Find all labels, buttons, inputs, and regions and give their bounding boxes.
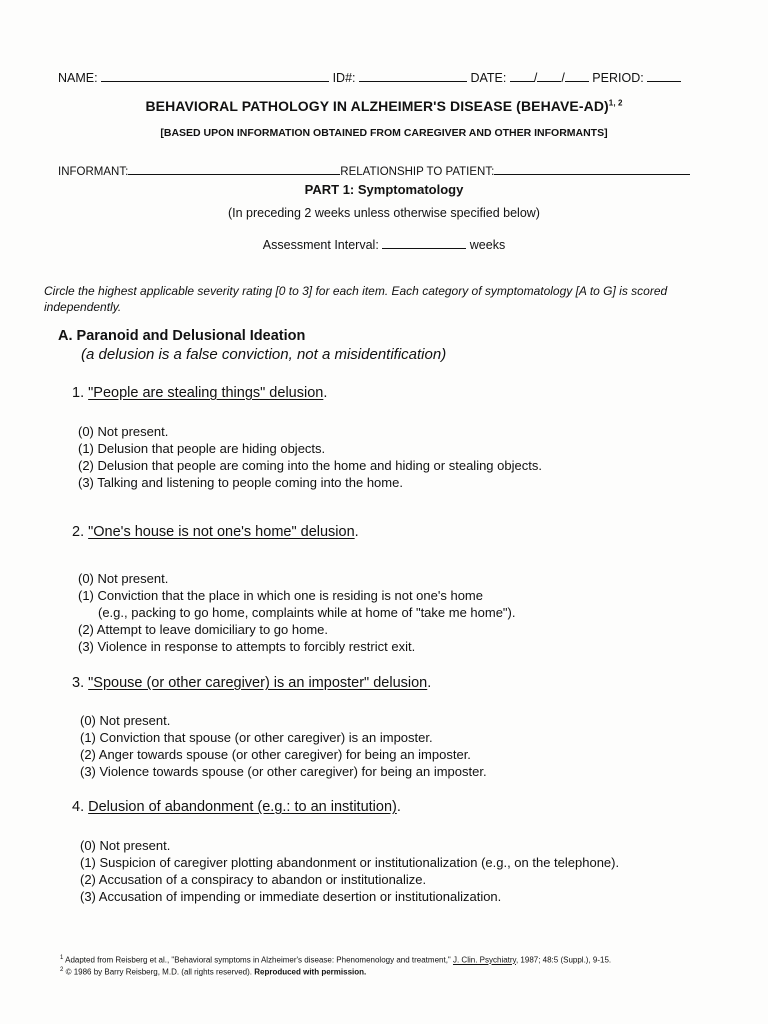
severity-option-0[interactable]: (0) Not present.	[80, 713, 171, 728]
severity-option-1-example: (e.g., packing to go home, complaints while at home of "take me home").	[98, 605, 516, 620]
item-3-options	[80, 712, 487, 780]
part-note: (In preceding 2 weeks unless otherwise specified below)	[228, 206, 540, 220]
name-field[interactable]	[101, 69, 329, 82]
section-a-subtitle: (a delusion is a false conviction, not a misidentification)	[81, 346, 447, 363]
relationship-field[interactable]	[494, 162, 690, 175]
severity-option-2[interactable]: (2) Accusation of a conspiracy to abandon or institutionalize.	[80, 872, 427, 887]
item-title-period: .	[427, 675, 432, 691]
footnote-1	[60, 955, 611, 965]
footnote-1-text: Adapted from Reisberg et al., "Behavioral symptoms in Alzheimer's disease: Phenomenology and treatment,"	[65, 955, 451, 965]
footnote-2-permission: Reproduced with permission.	[254, 967, 367, 977]
period-field[interactable]	[647, 69, 681, 82]
item-title-text: "One's house is not one's home" delusion	[88, 524, 355, 540]
item-2-title	[72, 524, 359, 540]
severity-option-0[interactable]: (0) Not present.	[78, 424, 169, 439]
severity-option-1[interactable]: (1) Conviction that the place in which one is residing is not one's home	[78, 588, 483, 603]
id-label: ID#:	[332, 71, 356, 85]
footnote-2	[60, 967, 366, 977]
relationship-label: RELATIONSHIP TO PATIENT:	[340, 166, 495, 178]
assessment-interval-field[interactable]	[382, 236, 466, 249]
severity-option-0[interactable]: (0) Not present.	[78, 571, 169, 586]
date-month-field[interactable]	[510, 69, 534, 82]
footnote-2-text: © 1986 by Barry Reisberg, M.D. (all rights reserved).	[65, 967, 252, 977]
informant-field[interactable]	[128, 162, 340, 175]
date-separator: /	[561, 71, 565, 85]
header-row	[58, 69, 681, 85]
severity-option-2[interactable]: (2) Attempt to leave domiciliary to go home.	[78, 622, 329, 637]
severity-option-3[interactable]: (3) Talking and listening to people coming into the home.	[78, 475, 403, 490]
date-year-field[interactable]	[565, 69, 589, 82]
item-title-text: "Spouse (or other caregiver) is an imposter" delusion	[88, 675, 428, 691]
assessment-interval-row	[0, 236, 768, 252]
part-title: PART 1: Symptomatology	[304, 182, 464, 197]
item-number: 2.	[72, 524, 85, 540]
item-number: 1.	[72, 385, 85, 401]
severity-option-2[interactable]: (2) Delusion that people are coming into the home and hiding or stealing objects.	[78, 458, 542, 473]
assessment-interval-label: Assessment Interval:	[262, 238, 379, 252]
name-label: NAME:	[58, 71, 98, 85]
item-title-period: .	[396, 799, 401, 815]
date-separator: /	[533, 71, 538, 85]
footnote-1-journal: J. Clin. Psychiatry	[452, 955, 516, 965]
item-1-options	[78, 423, 542, 491]
severity-option-3[interactable]: (3) Violence in response to attempts to forcibly restrict exit.	[78, 639, 416, 654]
item-3-title	[72, 675, 431, 691]
footnote-1-citation: , 1987; 48:5 (Suppl.), 9-15.	[515, 955, 612, 965]
severity-option-1[interactable]: (1) Suspicion of caregiver plotting abandonment or institutionalization (e.g., on the telephone).	[80, 855, 620, 870]
severity-option-0[interactable]: (0) Not present.	[80, 838, 171, 853]
title-footnote-marks: 1, 2	[608, 98, 623, 108]
date-label: DATE:	[470, 71, 507, 85]
item-title-text: "People are stealing things" delusion	[88, 385, 324, 401]
date-day-field[interactable]	[537, 69, 561, 82]
id-field[interactable]	[359, 69, 467, 82]
item-1-title	[72, 385, 327, 401]
item-title-text: Delusion of abandonment (e.g.: to an institution)	[88, 799, 397, 815]
severity-option-3[interactable]: (3) Violence towards spouse (or other caregiver) for being an imposter.	[80, 764, 487, 779]
assessment-interval-unit: weeks	[469, 238, 506, 252]
item-number: 4.	[72, 799, 85, 815]
item-title-period: .	[323, 385, 328, 401]
severity-option-3[interactable]: (3) Accusation of impending or immediate desertion or institutionalization.	[80, 889, 502, 904]
item-title-period: .	[354, 524, 359, 540]
section-a-title: A. Paranoid and Delusional Ideation	[58, 328, 306, 344]
item-4-title	[72, 799, 401, 815]
footnote-1-mark: 1	[60, 955, 64, 961]
severity-option-1[interactable]: (1) Delusion that people are hiding objects.	[78, 441, 326, 456]
severity-option-1[interactable]: (1) Conviction that spouse (or other caregiver) is an imposter.	[80, 730, 433, 745]
item-number: 3.	[72, 675, 85, 691]
informant-label: INFORMANT:	[58, 166, 129, 178]
item-2-options	[78, 570, 516, 655]
period-label: PERIOD:	[592, 71, 644, 85]
form-title	[0, 98, 768, 114]
informant-row	[58, 162, 690, 178]
form-title-text: BEHAVIORAL PATHOLOGY IN ALZHEIMER'S DISEASE (BEHAVE-AD)	[145, 98, 609, 114]
severity-option-2[interactable]: (2) Anger towards spouse (or other caregiver) for being an imposter.	[80, 747, 471, 762]
footnote-2-mark: 2	[60, 967, 64, 973]
instructions: Circle the highest applicable severity rating [0 to 3] for each item. Each category of symptomatology [A to G] is scored independently.	[44, 284, 668, 314]
form-subtitle: [BASED UPON INFORMATION OBTAINED FROM CAREGIVER AND OTHER INFORMANTS]	[160, 127, 608, 139]
item-4-options	[80, 837, 619, 905]
